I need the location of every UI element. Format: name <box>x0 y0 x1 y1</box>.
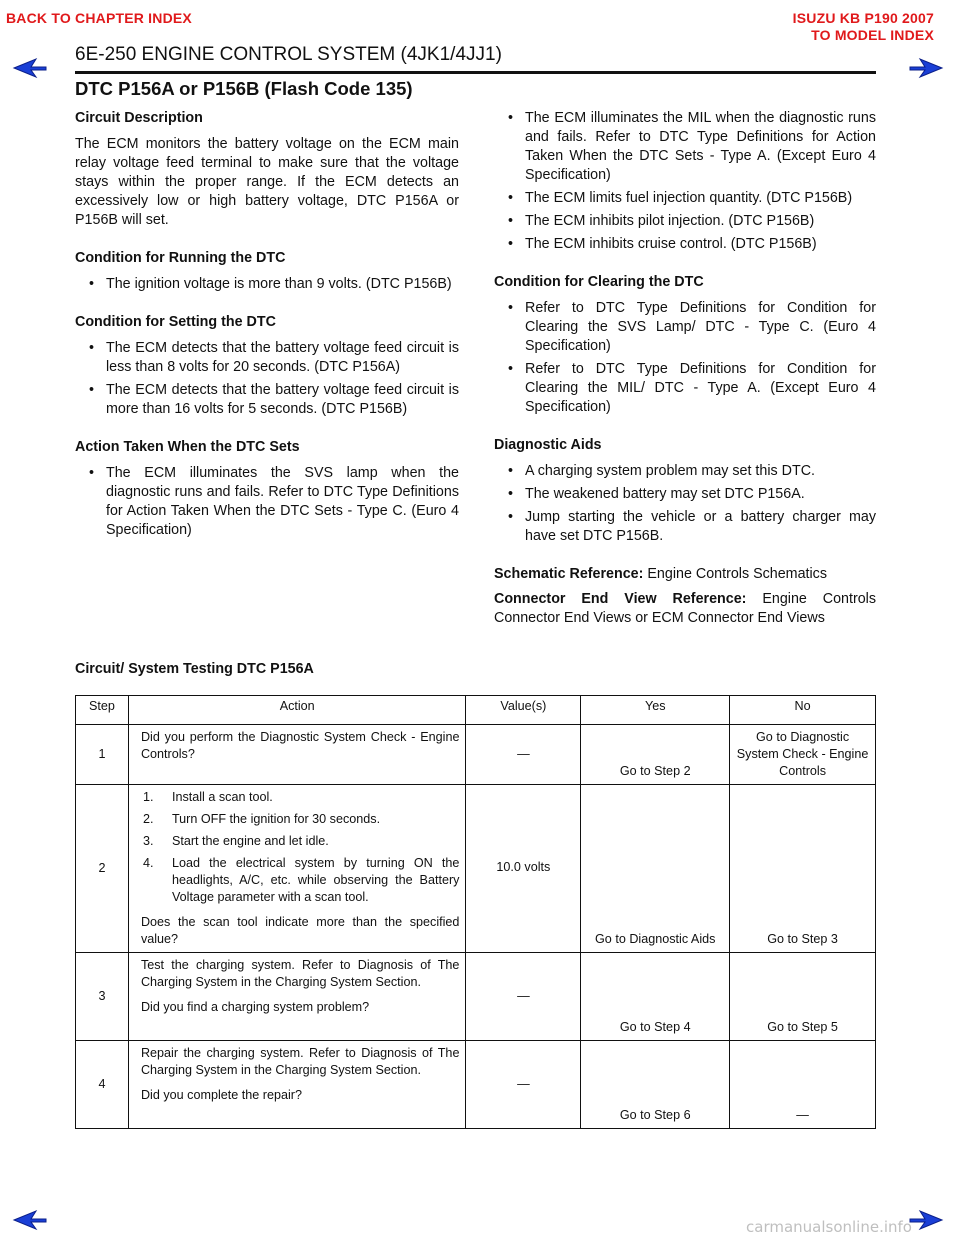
column-header-action: Action <box>128 696 466 725</box>
step-number: 2 <box>76 785 129 953</box>
step-value: — <box>466 1041 581 1129</box>
table-row <box>76 953 876 1041</box>
section-title: DTC P156A or P156B (Flash Code 135) <box>75 78 413 99</box>
list-item: • A charging system problem may set this DTC. <box>494 462 876 481</box>
action-taken-list-continued <box>494 109 876 254</box>
schematic-reference <box>494 565 876 584</box>
column-header-step: Step <box>76 696 129 725</box>
column-header-no: No <box>730 696 876 725</box>
setting-condition-list <box>75 339 459 419</box>
step-yes-link[interactable]: Go to Diagnostic Aids <box>581 785 730 953</box>
circuit-description-text: The ECM monitors the battery voltage on the ECM main relay voltage feed terminal to make sure that the voltage stays within the proper range. If the ECM detects an excessively low or high battery voltage, DTC P156A or P156B will set. <box>75 136 459 228</box>
step-no-link[interactable]: Go to Step 5 <box>730 953 876 1041</box>
list-item: • The ECM inhibits pilot injection. (DTC P156B) <box>494 212 876 231</box>
substep: 4. Load the electrical system by turning ON the headlights, A/C, etc. while observing the Battery Voltage parameter with a scan tool. <box>142 856 460 904</box>
clearing-condition-heading: Condition for Clearing the DTC <box>494 274 704 290</box>
table-row <box>76 725 876 785</box>
diagnostic-aids-list <box>494 462 876 546</box>
connector-reference-label: Connector End View Reference: <box>494 591 747 607</box>
right-column <box>494 109 876 634</box>
column-header-yes: Yes <box>581 696 730 725</box>
step-number: 1 <box>76 725 129 785</box>
step-action <box>128 785 466 953</box>
step-value: — <box>466 953 581 1041</box>
list-item: • The ECM illuminates the SVS lamp when the diagnostic runs and fails. Refer to DTC Type Definitions for Action Taken When the DTC Sets - Type C. (Euro 4 Specification) <box>75 464 459 540</box>
list-item: • The ECM limits fuel injection quantity. (DTC P156B) <box>494 189 876 208</box>
substep-text: Install a scan tool. <box>171 790 273 804</box>
list-item: • The ECM illuminates the MIL when the diagnostic runs and fails. Refer to DTC Type Definitions for Action Taken When the DTC Sets - Type A. (Except Euro 4 Specification) <box>494 109 876 185</box>
step-yes-link[interactable]: Go to Step 4 <box>581 953 730 1041</box>
left-column <box>75 109 459 559</box>
page-header-title: 6E-250 ENGINE CONTROL SYSTEM (4JK1/4JJ1) <box>75 44 502 65</box>
step-action-text: Repair the charging system. Refer to Diagnosis of The Charging System in the Charging System Section. <box>140 1046 460 1077</box>
action-taken-list <box>75 464 459 540</box>
table-header-row <box>76 696 876 725</box>
list-item: • The ECM inhibits cruise control. (DTC P156B) <box>494 235 876 254</box>
running-condition-heading: Condition for Running the DTC <box>75 250 286 266</box>
step-action: Did you perform the Diagnostic System Check - Engine Controls? <box>128 725 466 785</box>
list-item: • The ECM detects that the battery voltage feed circuit is less than 8 volts for 20 seconds. (DTC P156A) <box>75 339 459 377</box>
step-no-link[interactable]: Go to Diagnostic System Check - Engine Controls <box>730 725 876 785</box>
table-title: Circuit/ System Testing DTC P156A <box>75 661 314 677</box>
schematic-reference-value: Engine Controls Schematics <box>643 566 827 582</box>
substep-text: Load the electrical system by turning ON the headlights, A/C, etc. while observing the Battery Voltage parameter with a scan tool. <box>171 856 460 904</box>
step-question: Did you find a charging system problem? <box>140 1000 370 1014</box>
diagnostic-steps-table <box>75 695 876 1129</box>
previous-page-arrow-bottom-icon[interactable] <box>12 1208 48 1232</box>
step-value: — <box>466 725 581 785</box>
step-no-link[interactable]: Go to Step 3 <box>730 785 876 953</box>
connector-reference <box>494 590 876 628</box>
circuit-description-heading: Circuit Description <box>75 110 203 126</box>
next-page-arrow-icon[interactable] <box>908 56 944 80</box>
step-action <box>128 1041 466 1129</box>
list-item: • The ECM detects that the battery voltage feed circuit is more than 16 volts for 5 seconds. (DTC P156B) <box>75 381 459 419</box>
step-action-text: Test the charging system. Refer to Diagnosis of The Charging System in the Charging System Section. <box>140 958 460 989</box>
diagnostic-aids-heading: Diagnostic Aids <box>494 437 602 453</box>
column-header-values: Value(s) <box>466 696 581 725</box>
table-row <box>76 1041 876 1129</box>
step-question: Did you complete the repair? <box>140 1088 302 1102</box>
schematic-reference-label: Schematic Reference: <box>494 566 644 582</box>
setting-condition-heading: Condition for Setting the DTC <box>75 314 276 330</box>
list-item: • Refer to DTC Type Definitions for Condition for Clearing the SVS Lamp/ DTC - Type C. (Euro 4 Specification) <box>494 299 876 356</box>
action-taken-heading: Action Taken When the DTC Sets <box>75 439 300 455</box>
previous-page-arrow-icon[interactable] <box>12 56 48 80</box>
model-name: ISUZU KB P190 2007 <box>792 10 934 26</box>
watermark: carmanualsonline.info <box>746 1218 912 1236</box>
table-row <box>76 785 876 953</box>
running-condition-list <box>75 275 459 294</box>
step-yes-link[interactable]: Go to Step 2 <box>581 725 730 785</box>
step-yes-link[interactable]: Go to Step 6 <box>581 1041 730 1129</box>
header-divider <box>75 71 876 74</box>
step-action <box>128 953 466 1041</box>
clearing-condition-list <box>494 299 876 417</box>
to-model-index-link[interactable]: TO MODEL INDEX <box>811 27 934 43</box>
connector-reference-value: Engine Controls Connector End Views or ECM Connector End Views <box>494 591 877 626</box>
list-item: • Jump starting the vehicle or a battery charger may have set DTC P156B. <box>494 508 876 546</box>
list-item: • The weakened battery may set DTC P156A. <box>494 485 876 504</box>
back-to-chapter-index-link[interactable]: BACK TO CHAPTER INDEX <box>6 10 192 26</box>
step-value: 10.0 volts <box>466 785 581 953</box>
model-title <box>793 10 934 44</box>
list-item: • Refer to DTC Type Definitions for Condition for Clearing the MIL/ DTC - Type A. (Except Euro 4 Specification) <box>494 360 876 417</box>
step-number: 4 <box>76 1041 129 1129</box>
step-question: Does the scan tool indicate more than the specified value? <box>140 915 460 946</box>
step-no-link: — <box>730 1041 876 1129</box>
substep-text: Turn OFF the ignition for 30 seconds. <box>171 812 381 826</box>
substep: 1. Install a scan tool. <box>142 790 273 804</box>
next-page-arrow-bottom-icon[interactable] <box>908 1208 944 1232</box>
substep: 3. Start the engine and let idle. <box>142 834 329 848</box>
substep-text: Start the engine and let idle. <box>171 834 329 848</box>
list-item: • The ignition voltage is more than 9 volts. (DTC P156B) <box>75 275 459 294</box>
step-number: 3 <box>76 953 129 1041</box>
substep: 2. Turn OFF the ignition for 30 seconds. <box>142 812 381 826</box>
